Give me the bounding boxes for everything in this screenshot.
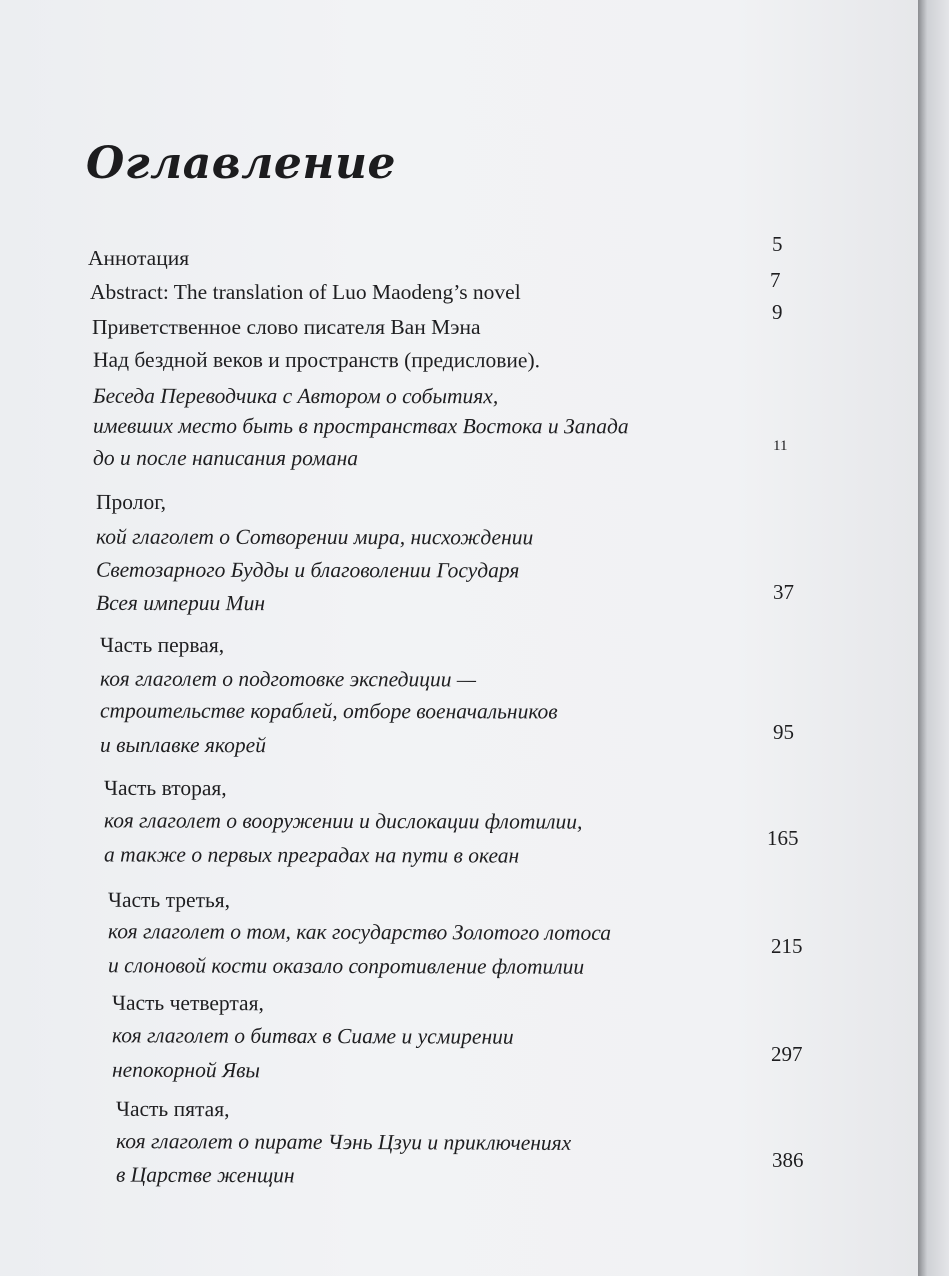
toc-entry-subtitle-line: а также о первых преградах на пути в океан bbox=[103, 842, 520, 868]
toc-entry-subtitle-line: коя глаголет о вооружении и дислокации флотилии, bbox=[103, 808, 583, 834]
toc-entry-title: Часть третья, bbox=[107, 887, 231, 913]
toc-entry-subtitle-line: коя глаголет о подготовке экспедиции — bbox=[99, 666, 477, 692]
page-edge-shadow bbox=[918, 0, 949, 1276]
toc-entry-title: Пролог, bbox=[95, 489, 167, 515]
toc-page-number: 215 bbox=[771, 934, 803, 958]
toc-entry-title: Приветственное слово писателя Ван Мэна bbox=[92, 315, 481, 339]
toc-page-number: 9 bbox=[772, 300, 783, 324]
toc-entry-subtitle-line: до и после написания романа bbox=[92, 445, 359, 471]
toc-entry-title: Часть пятая, bbox=[115, 1096, 230, 1122]
toc-page-number: 37 bbox=[773, 580, 794, 604]
toc-entry-subtitle-line: и выплавке якорей bbox=[99, 732, 266, 758]
toc-entry-subtitle-line: имевших место быть в пространствах Востока и Запада bbox=[92, 413, 629, 439]
toc-entry-title: Аннотация bbox=[88, 246, 190, 270]
toc-entry-subtitle-line: коя глаголет о пирате Чэнь Цзуи и приключениях bbox=[115, 1129, 572, 1155]
toc-page-number: 95 bbox=[773, 720, 794, 744]
toc-entry-title: Часть четвертая, bbox=[111, 990, 264, 1016]
toc-entry-subtitle-line: коя глаголет о том, как государство Золотого лотоса bbox=[107, 919, 612, 945]
toc-heading: Оглавление bbox=[86, 138, 396, 189]
toc-entry-title: Часть первая, bbox=[99, 632, 225, 658]
toc-page-number: 386 bbox=[772, 1148, 804, 1172]
toc-entry-subtitle-line: коя глаголет о битвах в Сиаме и усмирении bbox=[111, 1023, 514, 1049]
toc-entry-subtitle-line: Всея империи Мин bbox=[95, 590, 266, 616]
toc-entry-title: Abstract: The translation of Luo Maodeng’s novel bbox=[90, 280, 521, 304]
toc-entry-subtitle-line: непокорной Явы bbox=[111, 1057, 261, 1083]
toc-entry-subtitle-line: в Царстве женщин bbox=[115, 1162, 295, 1188]
toc-entry-subtitle-line: строительстве кораблей, отборе военачальников bbox=[99, 698, 558, 724]
toc-page-number: 11 bbox=[773, 438, 788, 454]
toc-page-number: 165 bbox=[767, 826, 799, 850]
toc-entry-subtitle-line: Светозарного Будды и благоволении Государя bbox=[95, 557, 520, 583]
toc-page-number: 7 bbox=[770, 268, 781, 292]
toc-entry-title: Часть вторая, bbox=[103, 775, 227, 801]
toc-entry-subtitle-line: и слоновой кости оказало сопротивление флотилии bbox=[107, 953, 585, 979]
toc-page-number: 297 bbox=[771, 1042, 803, 1066]
toc-entry-subtitle-line: кой глаголет о Сотворении мира, нисхождении bbox=[95, 524, 534, 550]
toc-page-number: 5 bbox=[772, 232, 783, 256]
toc-entry-subtitle-line: Беседа Переводчика с Автором о событиях, bbox=[92, 383, 499, 409]
toc-entry-title: Над бездной веков и пространств (предисловие). bbox=[92, 347, 541, 373]
